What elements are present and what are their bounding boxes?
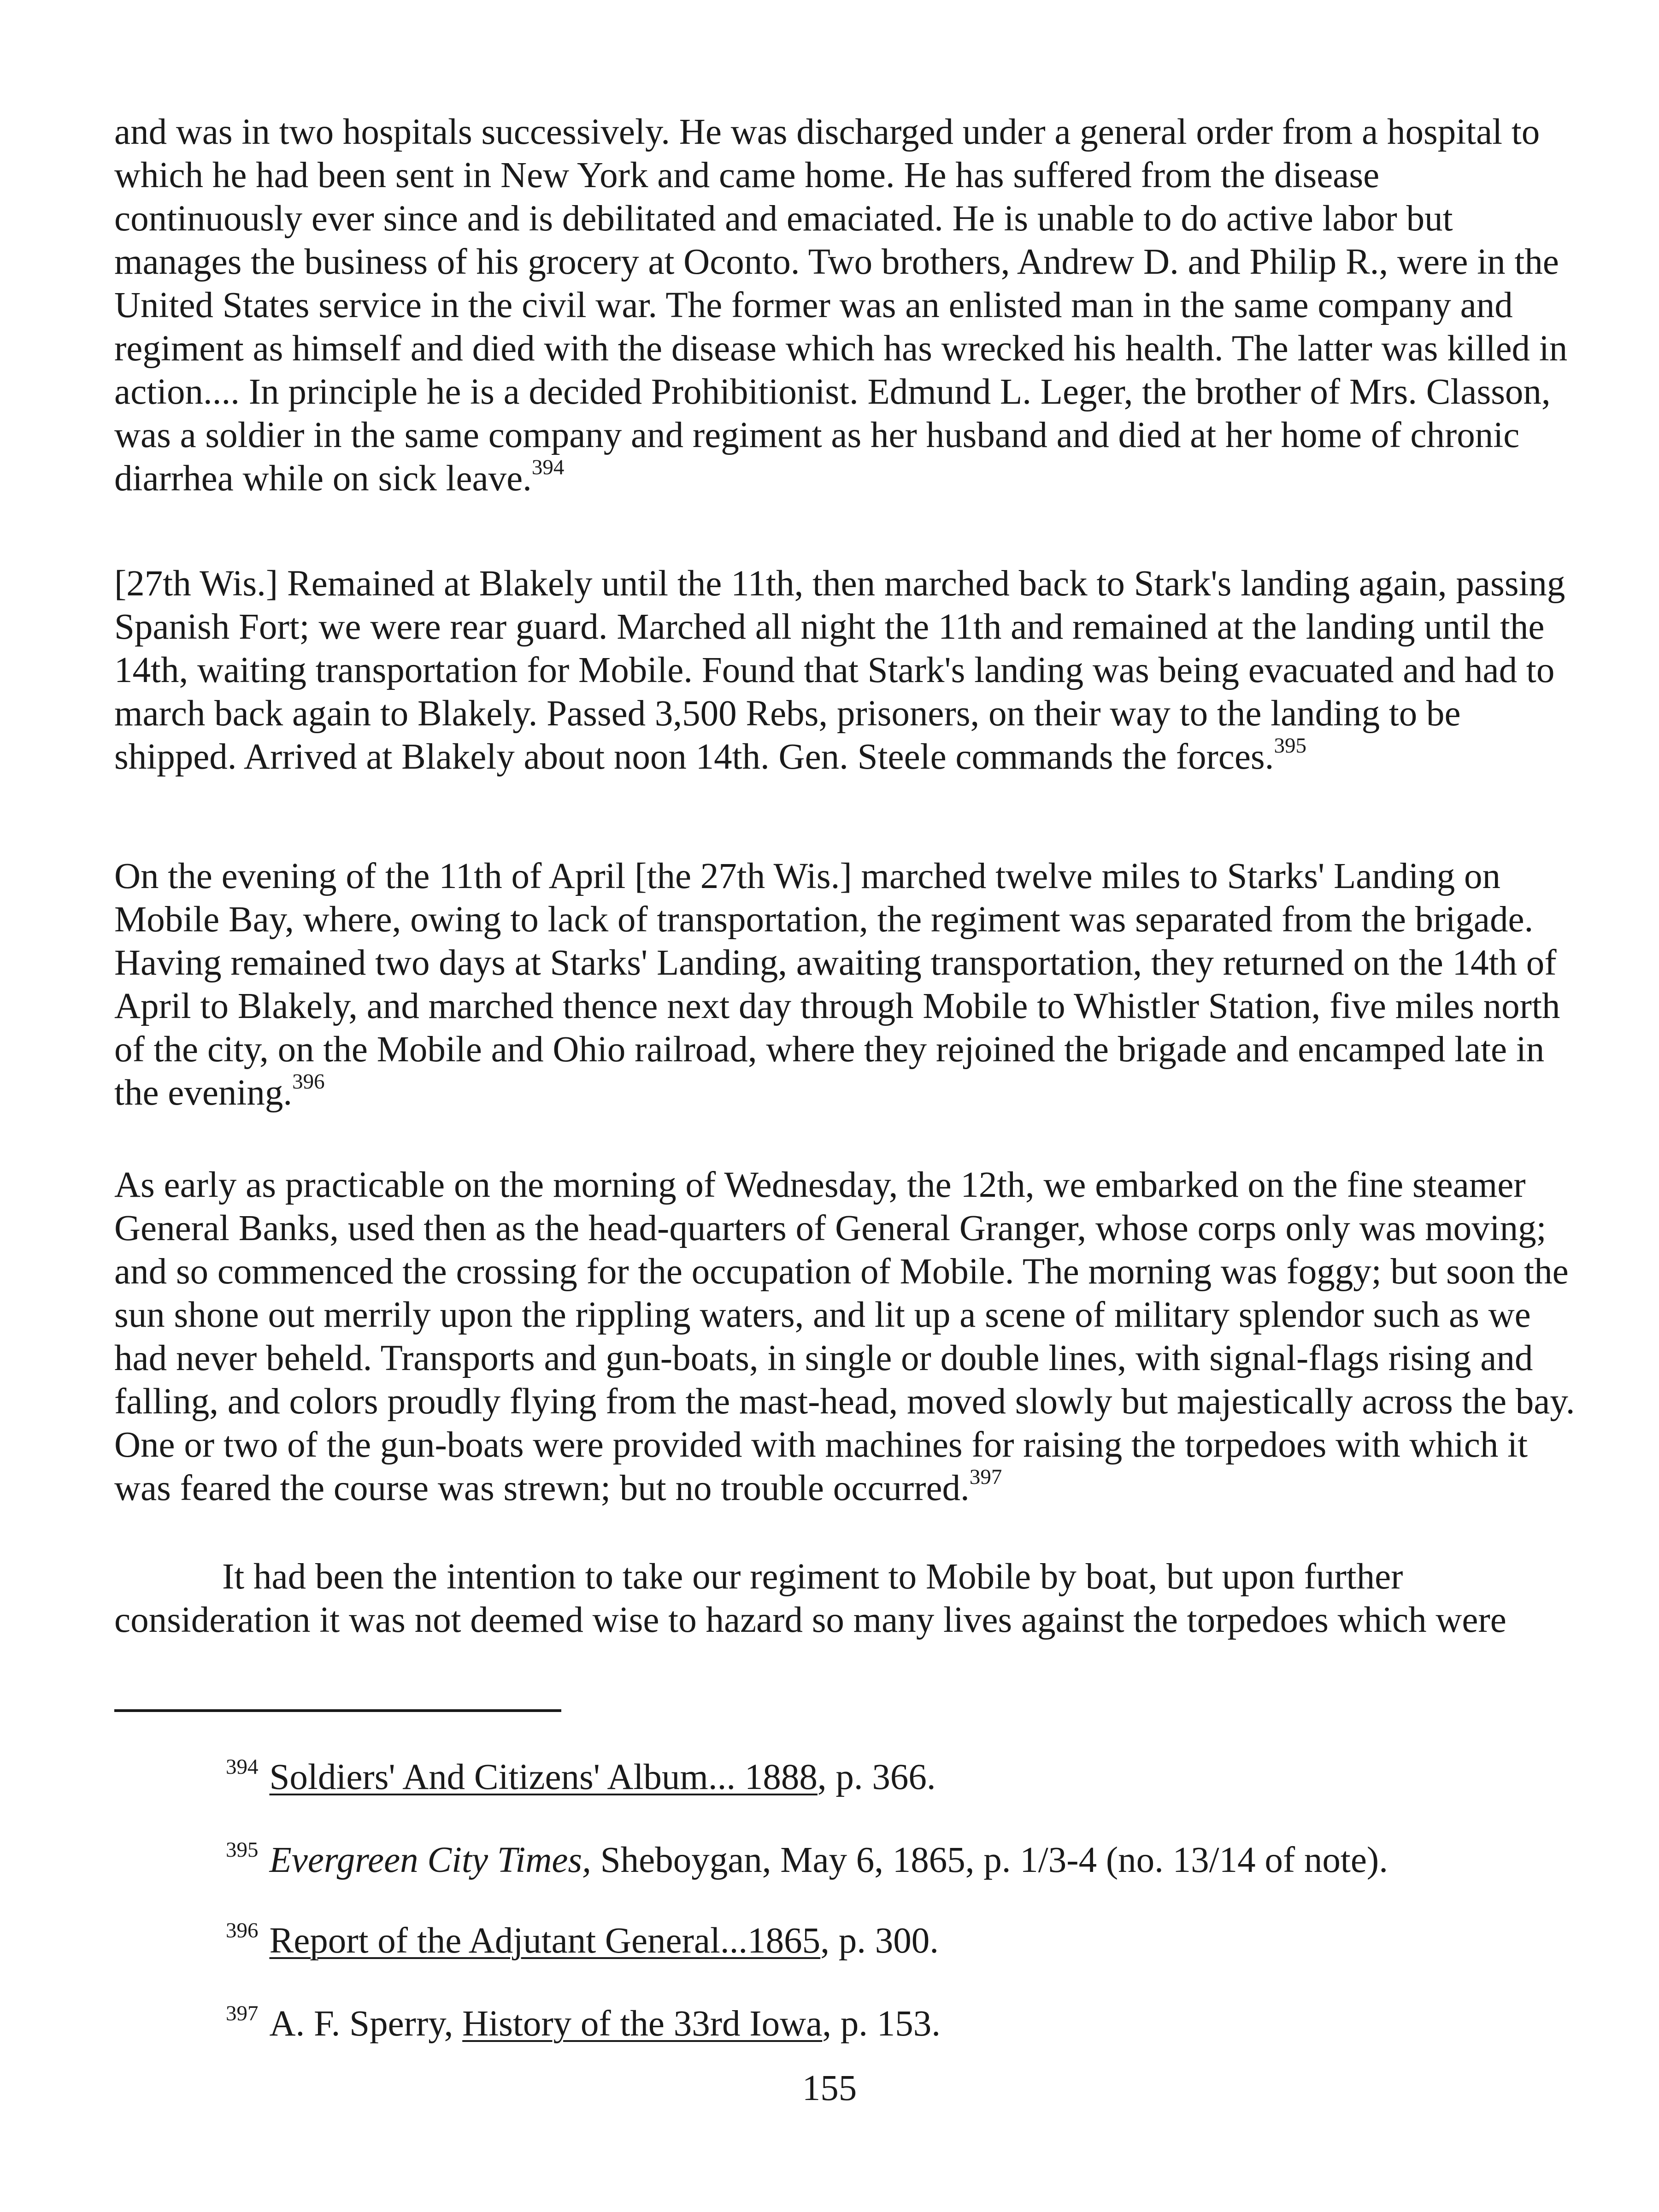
footnote-source-detail: , p. 153.: [822, 2004, 941, 2044]
footnote-source-title: History of the 33rd Iowa: [462, 2004, 823, 2044]
footnote-number: 395: [226, 1837, 259, 1862]
footnote-source-title: Report of the Adjutant General...1865: [269, 1921, 821, 1961]
footnote-397: [226, 2002, 1562, 2046]
footnote-ref-397: 397: [969, 1465, 1002, 1489]
paragraph-1: [114, 111, 1575, 500]
footnote-source-detail: , p. 300.: [820, 1921, 939, 1961]
paragraph-text: On the evening of the 11th of April [the 27th Wis.] marched twelve miles to Starks' Landing on Mobile Bay, where, owing to lack of transportation, the regiment was separated from the brigade. Having remained two days at Starks' Landing, awaiting transportation, they returned on the 14th of April to Blakely, and marched thence next day through Mobile to Whistler Station, five miles north of the city, on the Mobile and Ohio railroad, where they rejoined the brigade and encamped late in the evening.: [114, 856, 1560, 1113]
footnote-395: [226, 1839, 1562, 1882]
footnote-source-title: Evergreen City Times,: [269, 1840, 591, 1880]
paragraph-text: [27th Wis.] Remained at Blakely until the 11th, then marched back to Stark's landing again, passing Spanish Fort; we were rear guard. Marched all night the 11th and remained at the landing until the 14th, waiting transportation for Mobile. Found that Stark's landing was being evacuated and had to march back again to Blakely. Passed 3,500 Rebs, prisoners, on their way to the landing to be shipped. Arrived at Blakely about noon 14th. Gen. Steele commands the forces.: [114, 564, 1565, 777]
footnote-ref-394: 394: [531, 455, 565, 479]
paragraph-3: [114, 855, 1575, 1115]
footnote-source-title: Soldiers' And Citizens' Album... 1888: [269, 1757, 818, 1797]
footnote-source-detail: , p. 366.: [817, 1757, 936, 1797]
paragraph-5: [114, 1555, 1575, 1642]
footnote-ref-395: 395: [1274, 733, 1306, 758]
page-number: 155: [802, 2068, 857, 2108]
footnote-394: [226, 1756, 1562, 1799]
footnote-number: 394: [226, 1754, 259, 1779]
footnote-396: [226, 1919, 1562, 1963]
footnote-number: 396: [226, 1918, 259, 1942]
footnote-author: A. F. Sperry,: [269, 2004, 463, 2044]
footnote-source-detail: Sheboygan, May 6, 1865, p. 1/3-4 (no. 13/14 of note).: [591, 1840, 1388, 1880]
paragraph-text: and was in two hospitals successively. He was discharged under a general order from a hospital to which he had been sent in New York and came home. He has suffered from the disease continuously ever since and is debilitated and emaciated. He is unable to do active labor but manages the business of his grocery at Oconto. Two brothers, Andrew D. and Philip R., were in the United States service in the civil war. The former was an enlisted man in the same company and regiment as himself and died with the disease which has wrecked his health. The latter was killed in action.... In principle he is a decided Prohibitionist. Edmund L. Leger, the brother of Mrs. Classon, was a soldier in the same company and regiment as her husband and died at her home of chronic diarrhea while on sick leave.: [114, 112, 1568, 499]
footnote-number: 397: [226, 2001, 259, 2025]
footnote-ref-396: 396: [292, 1069, 325, 1094]
paragraph-4: [114, 1164, 1575, 1510]
paragraph-text: It had been the intention to take our regiment to Mobile by boat, but upon further consideration it was not deemed wise to hazard so many lives against the torpedoes which were: [114, 1557, 1506, 1640]
paragraph-text: As early as practicable on the morning of Wednesday, the 12th, we embarked on the fine steamer General Banks, used then as the head-quarters of General Granger, whose corps only was moving; and so commenced the crossing for the occupation of Mobile. The morning was foggy; but soon the sun shone out merrily upon the rippling waters, and lit up a scene of military splendor such as we had never beheld. Transports and gun-boats, in single or double lines, with signal-flags rising and falling, and colors proudly flying from the mast-head, moved slowly but majestically across the bay. One or two of the gun-boats were provided with machines for raising the torpedoes with which it was feared the course was strewn; but no trouble occurred.: [114, 1165, 1575, 1508]
paragraph-2: [114, 562, 1575, 779]
footnote-separator: [114, 1709, 561, 1712]
